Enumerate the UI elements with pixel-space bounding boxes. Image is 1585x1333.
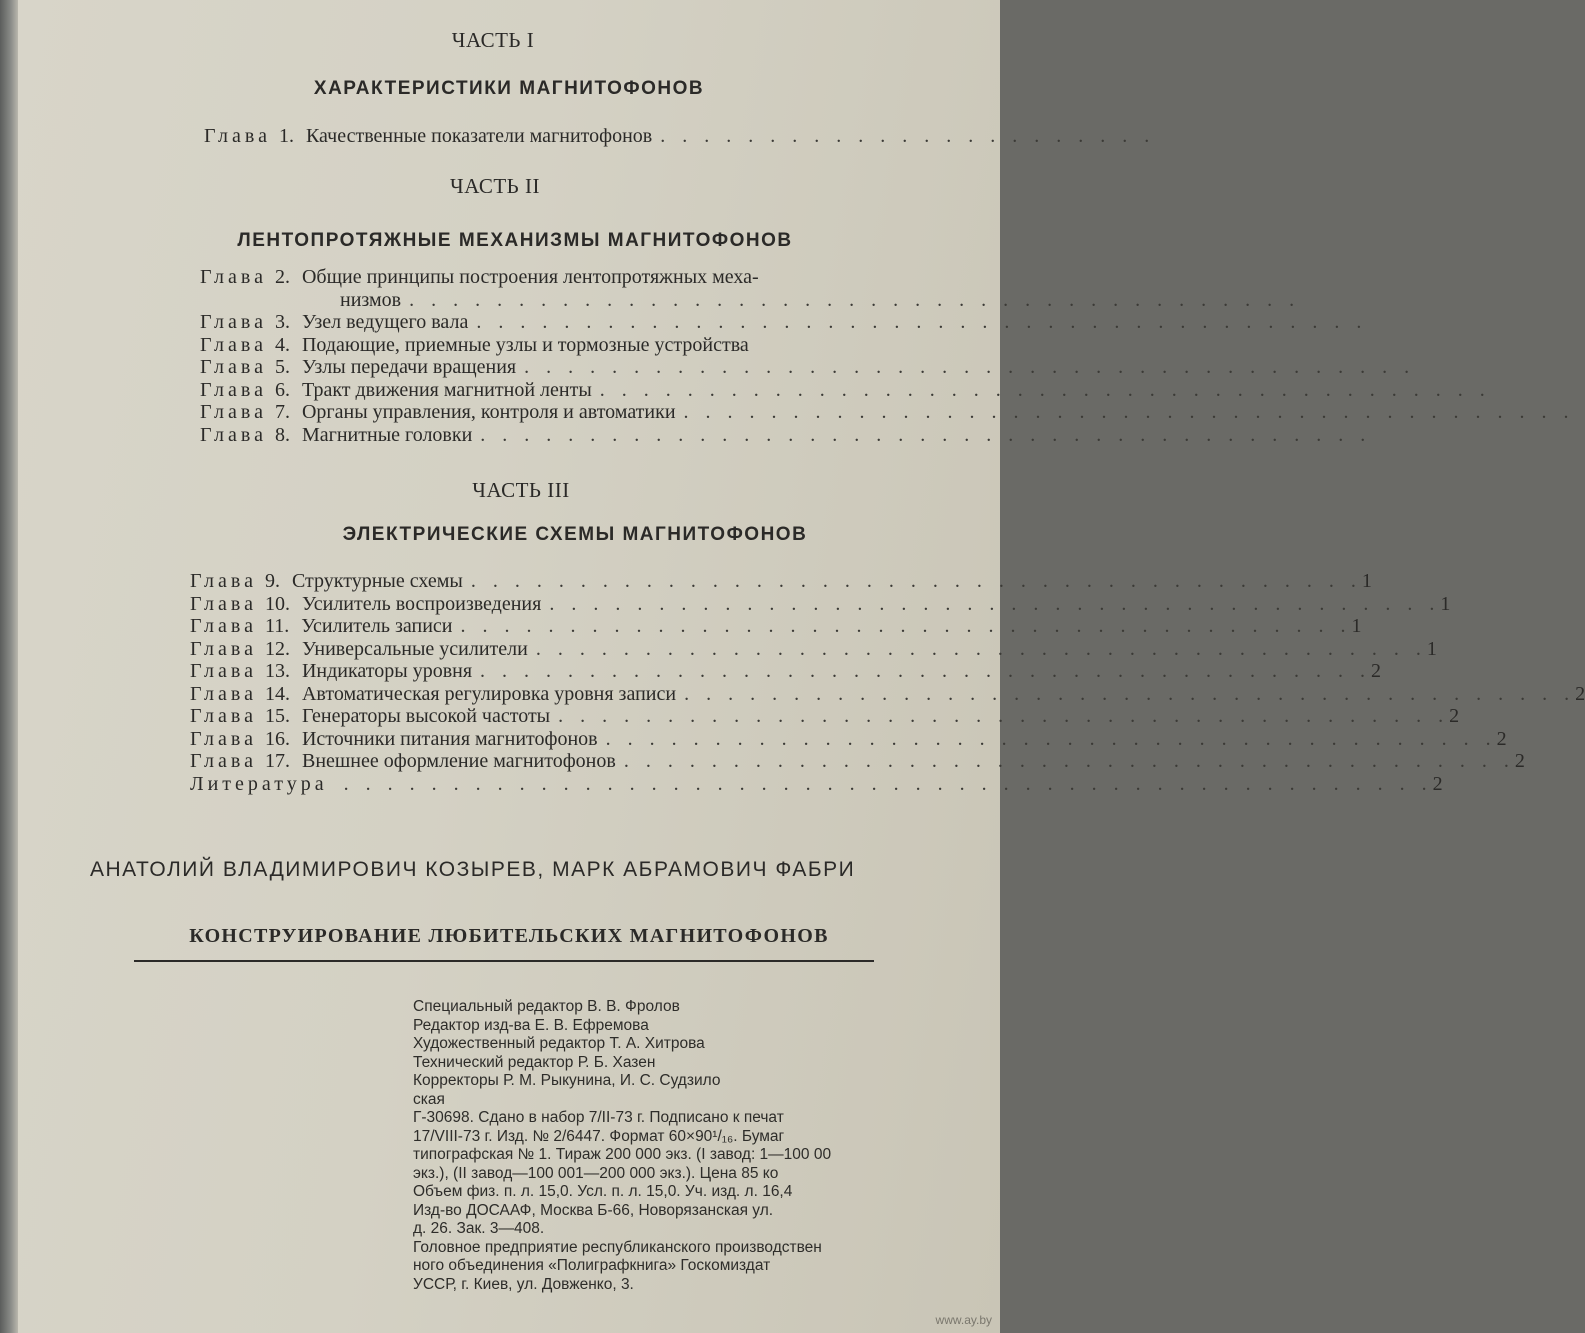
leader-dots: . . . . . . . . . . . . . . . . . . . . . . . . . . . . . . . . . . . . . . . . . [460, 615, 1352, 637]
leader-dots: . . . . . . . . . . . . . . . . . . . . . . . . . . . . . . . . . . . . . . . . . . . . . . . . . . [343, 772, 1433, 795]
leader-dots: . . . . . . . . . . . . . . . . . . . . . . . . . . . . . . . . . . . . . . . . . [684, 682, 1576, 705]
colophon-line: Корректоры Р. М. Рыкунина, И. С. Судзило [413, 1072, 721, 1089]
toc-row [18, 125, 1156, 148]
toc-row [18, 356, 1416, 379]
chapter-word: Глава [190, 750, 257, 772]
chapter-word: Глава [200, 356, 267, 378]
page-number: 2 [1496, 727, 1507, 750]
chapter-word: Глава [200, 378, 267, 401]
colophon-line: 17/VIII-73 г. Изд. № 2/6447. Формат 60×90¹/₁₆. Бумаг [413, 1127, 785, 1145]
chapter-title: Источники питания магнитофонов [301, 727, 598, 750]
colophon-line: Редактор изд-ва Е. В. Ефремова [413, 1016, 649, 1034]
colophon-line: Изд-во ДОСААФ, Москва Б-66, Новорязанская ул. [413, 1201, 774, 1219]
toc-row [18, 660, 1382, 683]
page-number: 1 [1426, 637, 1437, 660]
chapter-number: 6. [274, 378, 290, 401]
chapter-number: 1. [278, 125, 294, 147]
leader-dots: . . . . . . . . . . . . . . . . . . . . . . . . . . . . . . . . . . . . . . . . . [599, 378, 1491, 401]
page-number: 2 [1514, 750, 1525, 772]
chapter-number: 7. [274, 401, 290, 423]
chapter-word: Глава [190, 660, 257, 682]
chapter-title: Тракт движения магнитной ленты [301, 378, 592, 401]
chapter-number: 15. [264, 705, 290, 727]
chapter-title: Подающие, приемные узлы и тормозные устройства [301, 333, 749, 356]
part-2-title: ЛЕНТОПРОТЯЖНЫЕ МЕХАНИЗМЫ МАГНИТОФОНОВ [237, 230, 793, 251]
chapter-number: 12. [264, 637, 290, 660]
colophon-line: УССР, г. Киев, ул. Довженко, 3. [413, 1275, 634, 1293]
leader-dots: . . . . . . . . . . . . . . . . . . . . . . . . . . . . . . . . . . . . . . . . . [605, 727, 1497, 750]
part-3-label: ЧАСТЬ III [472, 478, 570, 502]
leader-dots: . . . . . . . . . . . . . . . . . . . . . . . . . . . . . . . . . . . . . . . . . [480, 423, 1372, 446]
leader-dots: . . . . . . . . . . . . . . . . . . . . . . . . . . . . . . . . . . . . . . . . . [476, 311, 1368, 333]
chapter-word: Глава [200, 311, 267, 333]
chapter-word: Глава [200, 266, 267, 288]
chapter-number: 2. [274, 266, 290, 288]
chapter-number: 14. [264, 682, 290, 705]
chapter-word: Глава [200, 423, 267, 446]
part-2-label: ЧАСТЬ II [450, 174, 540, 198]
chapter-title: Органы управления, контроля и автоматики [301, 401, 676, 423]
leader-dots: . . . . . . . . . . . . . . . . . . . . . . . . . . . . . . . . . . . . . . . . . [558, 705, 1450, 727]
book-title: КОНСТРУИРОВАНИЕ ЛЮБИТЕЛЬСКИХ МАГНИТОФОНОВ [189, 925, 829, 947]
toc-row [18, 772, 1443, 796]
colophon-line: д. 26. Зак. 3—408. [413, 1220, 545, 1237]
bibliography-label: Литература [190, 772, 328, 795]
chapter-word: Глава [190, 570, 257, 592]
part-1-label: ЧАСТЬ I [451, 28, 535, 52]
chapter-title: Узел ведущего вала [301, 311, 469, 333]
part-1-title: ХАРАКТЕРИСТИКИ МАГНИТОФОНОВ [313, 78, 705, 99]
leader-dots: . . . . . . . . . . . . . . . . . . . . . . . . . . . . . . . . . . . . . . . . . [535, 637, 1427, 660]
chapter-word: Глава [190, 615, 257, 637]
book-authors: АНАТОЛИЙ ВЛАДИМИРОВИЧ КОЗЫРЕВ, МАРК АБРАМОВИЧ ФАБРИ [90, 858, 856, 881]
colophon-line: ская [413, 1090, 445, 1108]
chapter-number: 13. [264, 660, 290, 682]
page-number: 2 [1575, 682, 1585, 705]
toc-row [18, 592, 1451, 616]
part-1-toc [18, 125, 1156, 148]
toc-row [18, 311, 1368, 334]
divider-line [134, 960, 874, 962]
chapter-title: Автоматическая регулировка уровня записи [301, 682, 677, 705]
leader-dots: . . . . . . . . . . . . . . . . . . . . . . . [660, 125, 1156, 147]
chapter-number: 9. [264, 570, 280, 592]
chapter-number: 4. [274, 333, 290, 356]
chapter-number: 10. [264, 592, 290, 615]
colophon-line: типографская № 1. Тираж 200 000 экз. (I завод: 1—100 00 [413, 1146, 832, 1163]
colophon-line: Специальный редактор В. В. Фролов [413, 998, 680, 1015]
chapter-word: Глава [200, 401, 267, 423]
chapter-title: Внешнее оформление магнитофонов [301, 750, 616, 772]
page-number: 2 [1432, 772, 1443, 795]
chapter-title: Узлы передачи вращения [301, 356, 517, 378]
colophon-line: Художественный редактор Т. А. Хитрова [413, 1035, 705, 1052]
chapter-title: Усилитель записи [301, 615, 453, 637]
part-3-toc [18, 570, 1585, 795]
colophon-line: Технический редактор Р. Б. Хазен [413, 1053, 656, 1071]
chapter-word: Глава [190, 682, 257, 705]
leader-dots: . . . . . . . . . . . . . . . . . . . . . . . . . . . . . . . . . . . . . . . . . [524, 356, 1416, 378]
colophon-line: Объем физ. п. л. 15,0. Усл. п. л. 15,0. Уч. изд. л. 16,4 [413, 1183, 793, 1200]
chapter-number: 8. [274, 423, 290, 446]
chapter-title: Универсальные усилители [301, 637, 528, 660]
chapter-number: 5. [274, 356, 290, 378]
toc-row [18, 423, 1372, 447]
chapter-title: Усилитель воспроизведения [301, 592, 542, 615]
book-spine-edge [0, 0, 18, 1333]
chapter-number: 11. [264, 615, 290, 637]
chapter-title: Индикаторы уровня [301, 660, 473, 682]
chapter-title: Качественные показатели магнитофонов [305, 125, 653, 147]
toc-row [18, 705, 1460, 728]
page-number: 1 [1440, 592, 1451, 615]
leader-dots: . . . . . . . . . . . . . . . . . . . . . . . . . . . . . . . . . . . . . . . . . [549, 592, 1441, 615]
chapter-title: Структурные схемы [291, 570, 463, 592]
colophon-line: ного объединения «Полиграфкнига» Госкомиздат [413, 1257, 771, 1274]
chapter-number: 3. [274, 311, 290, 333]
toc-row [18, 378, 1491, 402]
chapter-title: Магнитные головки [301, 423, 473, 446]
toc-row [18, 637, 1437, 661]
page-number: 1 [1351, 615, 1362, 637]
toc-row [18, 727, 1507, 751]
book-page [18, 0, 1585, 1333]
chapter-title: низмов [340, 288, 402, 311]
page-number: 1 [1361, 570, 1372, 592]
toc-row [18, 288, 1301, 312]
toc-row [18, 334, 1000, 357]
chapter-number: 16. [264, 727, 290, 750]
chapter-title: Общие принципы построения лентопротяжных меха- [301, 266, 759, 288]
leader-dots: . . . . . . . . . . . . . . . . . . . . . . . . . . . . . . . . . . . . . . . . . [470, 570, 1362, 592]
toc-row [18, 750, 1525, 773]
part-3-title: ЭЛЕКТРИЧЕСКИЕ СХЕМЫ МАГНИТОФОНОВ [342, 524, 808, 545]
toc-row [18, 615, 1362, 638]
colophon-line: экз.), (II завод—100 001—200 000 экз.). Цена 85 ко [413, 1164, 779, 1182]
colophon [413, 998, 1013, 1294]
toc-row [18, 401, 1575, 424]
toc-row [18, 570, 1372, 593]
chapter-word: Глава [200, 333, 267, 356]
chapter-word: Глава [190, 705, 257, 727]
chapter-word: Глава [190, 592, 257, 615]
toc-row [18, 266, 1000, 289]
chapter-word: Глава [204, 125, 271, 147]
page-number: 2 [1371, 660, 1382, 682]
chapter-title: Генераторы высокой частоты [301, 705, 551, 727]
leader-dots: . . . . . . . . . . . . . . . . . . . . . . . . . . . . . . . . . . . . . . . . . [409, 288, 1301, 311]
part-2-toc [18, 266, 1575, 446]
leader-dots: . . . . . . . . . . . . . . . . . . . . . . . . . . . . . . . . . . . . . . . . . [683, 401, 1575, 423]
site-watermark: www.ay.by [935, 1313, 992, 1327]
chapter-word: Глава [190, 637, 257, 660]
page-number: 2 [1449, 705, 1460, 727]
leader-dots: . . . . . . . . . . . . . . . . . . . . . . . . . . . . . . . . . . . . . . . . . [623, 750, 1515, 772]
colophon-line: Головное предприятие республиканского производствен [413, 1238, 822, 1256]
leader-dots: . . . . . . . . . . . . . . . . . . . . . . . . . . . . . . . . . . . . . . . . . [480, 660, 1372, 682]
chapter-word: Глава [190, 727, 257, 750]
chapter-number: 17. [264, 750, 290, 772]
colophon-line: Г-30698. Сдано в набор 7/II-73 г. Подписано к печат [413, 1109, 784, 1126]
toc-row [18, 682, 1585, 706]
